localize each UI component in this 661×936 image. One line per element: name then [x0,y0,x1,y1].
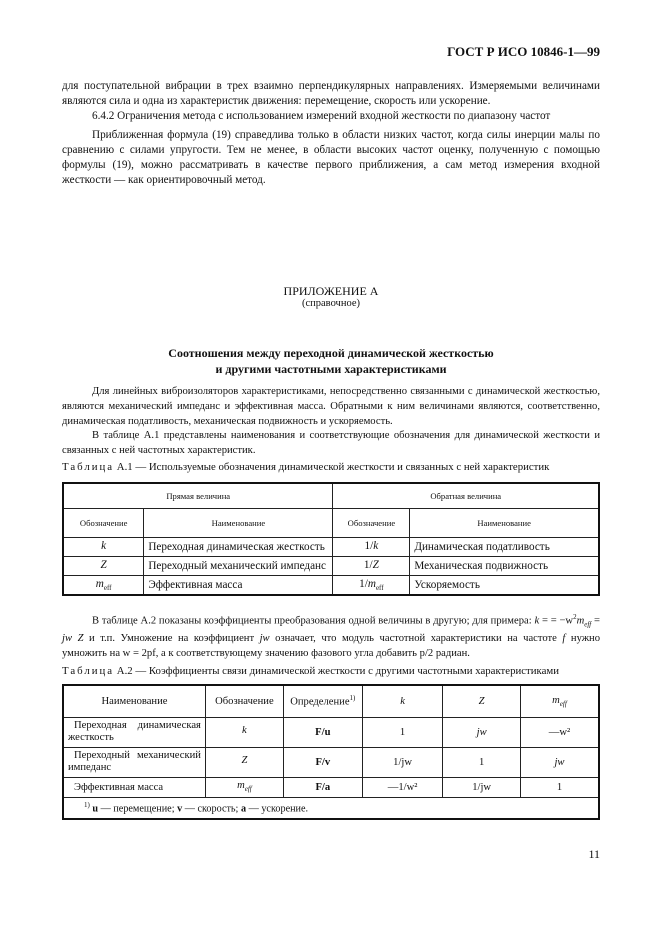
k-cell: 1/jw [362,747,443,777]
caption-text: А.2 — Коэффициенты связи динамической жесткости с другими частотными характеристиками [114,665,560,677]
inverse-name-cell: Динамическая податливость [410,537,599,556]
table-row [63,556,599,575]
column-header: Наименование [63,685,205,717]
intro-section [62,79,600,188]
column-header: Наименование [410,508,599,537]
symbol-cell: k [205,717,283,747]
z-cell: 1/jw [443,777,521,797]
name-cell: Переходный механический импеданс [63,747,205,777]
title-line: и другими частотными характеристиками [215,362,447,376]
table-row [63,717,599,747]
column-header: Обозначение [63,508,144,537]
column-header: Наименование [144,508,333,537]
m-cell: 1 [520,777,599,797]
group-header: Прямая величина [63,483,333,508]
column-header: Обозначение [333,508,410,537]
inverse-symbol-cell: 1/k [333,537,410,556]
name-cell: Переходная динамическая жесткость [63,717,205,747]
paragraph: для поступательной вибрации в трех взаимно перпендикулярных направлениях. Измеряемыми величинами являются сила и одна из характеристик движения: перемещение, скорость или ускорение. [62,80,600,108]
symbol-cell: k [63,537,144,556]
inverse-name-cell: Ускоряемость [410,575,599,595]
definition-cell: F/v [283,747,362,777]
caption-prefix: Таблица [62,461,115,473]
symbol-cell: Z [63,556,144,575]
page-number: 11 [588,847,600,861]
name-cell: Переходная динамическая жесткость [144,537,333,556]
caption-text: А.1 — Используемые обозначения динамической жесткости и связанных с ней характеристик [114,461,550,473]
group-header: Обратная величина [333,483,599,508]
column-header: Определение$^{1)}$ [283,685,362,717]
table-row [63,747,599,777]
document-header: ГОСТ Р ИСО 10846-1—99 [447,44,600,59]
caption-prefix: Таблица [62,665,115,677]
inverse-symbol-cell: $1/m_{eff}$ [333,575,410,595]
table-a1-caption [62,461,607,473]
m-cell: jw [520,747,599,777]
paragraph-table-a2-intro: В таблице А.2 показаны коэффициенты преобразования одной величины в другую; для примера: k = = $-w^2m_{eff}$ = jw Z и т.п. Умножение на коэффициент jw означает, что модуль частотной характеристики на частоте f нужно умножить на w = 2pf, а к соответствующему значению фазового угла добавить p/2 радиан. [62,613,601,660]
symbol-cell: $m_{eff}$ [205,777,283,797]
section-heading-6-4-2: 6.4.2 Ограничения метода с использованием измерений входной жесткости по диапазону частот [92,110,551,123]
title-line: Соотношения между переходной динамической жесткостью [168,346,494,360]
name-cell: Эффективная масса [144,575,333,595]
appendix-body [62,385,600,459]
paragraph: Приближенная формула (19) справедлива только в области низких частот, когда силы инерции малы по сравнению с силами упругости. Тем не менее, в области высоких частот оценку, полученную с помощью формулы (19), можно рассматривать в качестве первого приближения, а сам метод измерения входной жесткости — как ориентировочный метод. [62,128,600,187]
table-a1 [62,482,600,596]
table-row [63,575,599,595]
inverse-symbol-cell: 1/Z [333,556,410,575]
z-cell: 1 [443,747,521,777]
appendix-kind: (справочное) [302,298,360,309]
inverse-name-cell: Механическая подвижность [410,556,599,575]
k-cell: —1/w² [362,777,443,797]
definition-cell: F/a [283,777,362,797]
k-cell: 1 [362,717,443,747]
paragraph: В таблице А.1 представлены наименования и соответствующие обозначения для динамической жесткости и связанных с ней частотных характеристик. [62,430,600,457]
table-footnote: $^{1)}$ u — перемещение; v — скорость; a — ускорение. [63,797,599,819]
definition-cell: F/u [283,717,362,747]
appendix-title [62,345,600,377]
symbol-cell: $m_{eff}$ [63,575,144,595]
table-row [63,537,599,556]
paragraph: Для линейных виброизоляторов характеристиками, непосредственно связанными с динамической жесткостью, являются механический импеданс и эффективная масса. Обратными к ним величинами являются, соответственно, динамическая податливость, механическая подвижность и ускоряемость. [62,386,600,427]
column-header: k [362,685,443,717]
column-header: Z [443,685,521,717]
column-header: $m_{eff}$ [520,685,599,717]
name-cell: Эффективная масса [63,777,205,797]
table-a2-caption [62,665,607,677]
table-row [63,777,599,797]
symbol-cell: Z [205,747,283,777]
z-cell: jw [443,717,521,747]
appendix-label: ПРИЛОЖЕНИЕ А [283,284,379,298]
m-cell: —w² [520,717,599,747]
column-header: Обозначение [205,685,283,717]
name-cell: Переходный механический импеданс [144,556,333,575]
table-a2 [62,684,600,820]
